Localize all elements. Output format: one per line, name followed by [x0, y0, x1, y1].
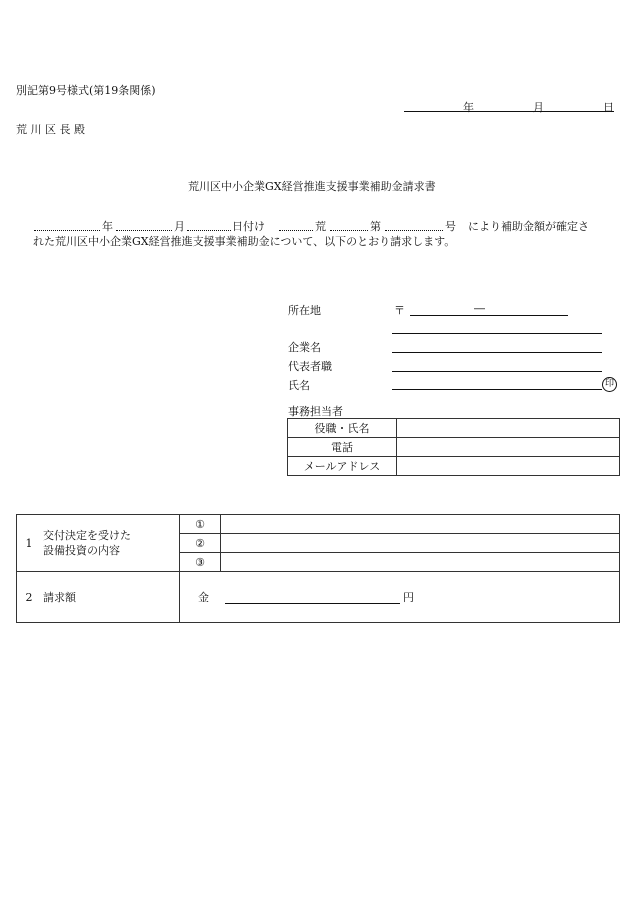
company-line[interactable]	[392, 352, 602, 353]
form-label: 別記第9号様式(第19条関係)	[16, 84, 156, 97]
name-label: 氏名	[288, 379, 310, 392]
item-1-field[interactable]	[221, 515, 620, 534]
address-line[interactable]	[392, 333, 602, 334]
date-day-label: 日	[603, 101, 614, 114]
main-table	[16, 514, 620, 623]
item-2-field[interactable]	[221, 534, 620, 553]
body-gou: 号	[445, 220, 456, 233]
row1-label-line2: 設備投資の内容	[43, 544, 120, 557]
date-month-label: 月	[533, 101, 544, 114]
staff-phone-field[interactable]	[397, 438, 620, 457]
item-3-field[interactable]	[221, 553, 620, 572]
staff-position-name-field[interactable]	[397, 419, 620, 438]
postal-mark: 〒	[394, 304, 405, 317]
item-3-marker: ③	[180, 553, 221, 572]
name-line[interactable]	[392, 389, 602, 390]
body-ara: 荒	[315, 220, 326, 233]
postal-code-line[interactable]	[410, 315, 568, 316]
staff-email-label: メールアドレス	[288, 457, 397, 476]
item-2-marker: ②	[180, 534, 221, 553]
body-month: 月	[174, 220, 185, 233]
table-row	[288, 419, 620, 438]
table-row	[17, 515, 620, 534]
body-line2: れた荒川区中小企業GX経営推進支援事業補助金について、以下のとおり請求します。	[33, 235, 456, 248]
rep-title-label: 代表者職	[288, 360, 332, 373]
amount-suffix: 円	[403, 591, 414, 604]
postal-dash: ―	[474, 302, 485, 315]
company-label: 企業名	[288, 341, 321, 354]
addressee: 荒 川 区 長 殿	[16, 123, 85, 136]
staff-email-field[interactable]	[397, 457, 620, 476]
date-line	[404, 111, 614, 112]
table-row	[288, 438, 620, 457]
seal-mark	[602, 376, 617, 392]
body-dated: 日付け	[232, 220, 265, 233]
staff-table	[287, 418, 620, 476]
row2-label: 請求額	[41, 572, 180, 623]
amount-field[interactable]	[225, 593, 400, 604]
row1-label-line1: 交付決定を受けた	[43, 529, 131, 542]
amount-cell	[180, 572, 620, 623]
row1-label	[41, 515, 180, 572]
address-label: 所在地	[288, 304, 321, 317]
staff-position-name-label: 役職・氏名	[288, 419, 397, 438]
document-title: 荒川区中小企業GX経営推進支援事業補助金請求書	[188, 180, 436, 193]
item-1-marker: ①	[180, 515, 221, 534]
table-row	[288, 457, 620, 476]
body-line1-tail: により補助金額が確定さ	[468, 220, 589, 233]
body-year: 年	[102, 220, 113, 233]
staff-phone-label: 電話	[288, 438, 397, 457]
staff-heading: 事務担当者	[288, 405, 343, 418]
seal-icon: 印	[602, 377, 617, 392]
row2-number: 2	[17, 572, 42, 623]
date-year-label: 年	[463, 101, 474, 114]
row1-number: 1	[17, 515, 42, 572]
body-dai: 第	[370, 220, 381, 233]
rep-title-line[interactable]	[392, 371, 602, 372]
amount-prefix: 金	[198, 591, 209, 604]
table-row	[17, 572, 620, 623]
